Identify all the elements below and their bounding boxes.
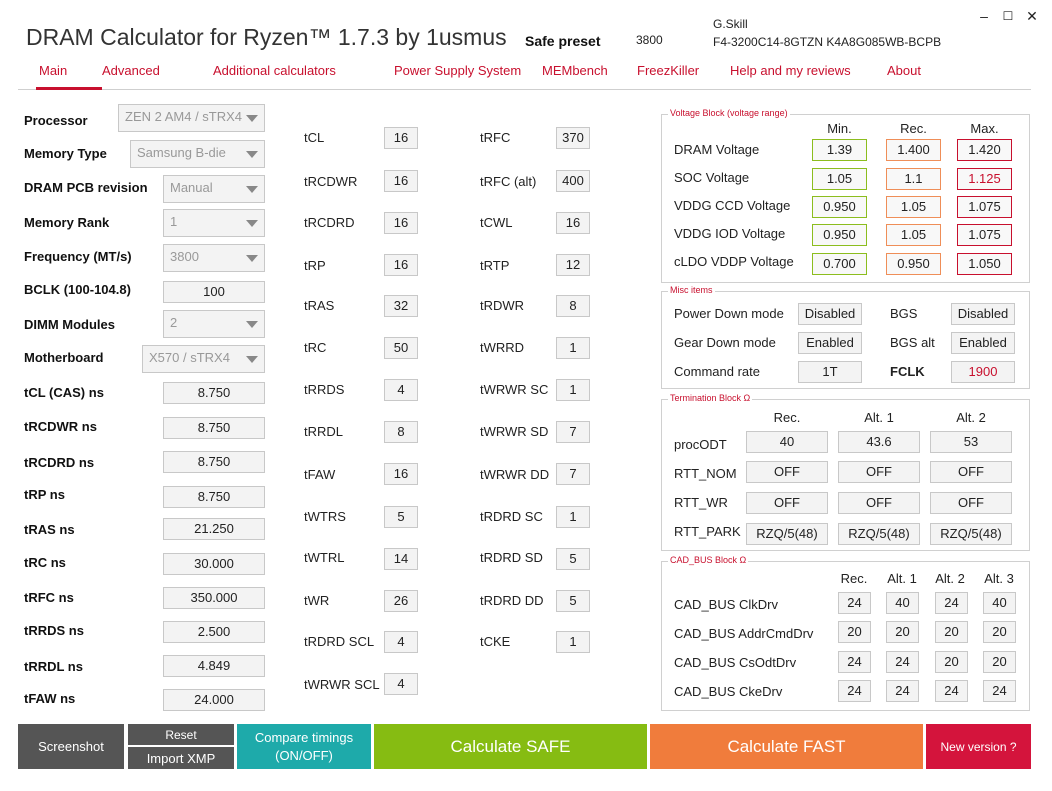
calculate-safe-button[interactable]: Calculate SAFE (374, 724, 647, 769)
cad-addrcmddrv-alt1: 20 (886, 621, 919, 643)
timing-label: tWR (304, 593, 330, 608)
rtt-nom-rec: OFF (746, 461, 828, 483)
timing-value: 16 (384, 463, 418, 485)
timing-value: 16 (384, 170, 418, 192)
timing-value: 16 (556, 212, 590, 234)
timing-value: 4 (384, 631, 418, 653)
tab-about[interactable]: About (887, 63, 921, 78)
dram-voltage-max: 1.420 (957, 139, 1012, 161)
ns-value: 8.750 (163, 451, 265, 473)
timing-label: tRFC (480, 130, 511, 145)
termination-block-title: Termination Block Ω (670, 393, 751, 403)
cad-ckedrv-rec: 24 (838, 680, 871, 702)
rtt-nom-alt2: OFF (930, 461, 1012, 483)
cldo-vddp-voltage-label: cLDO VDDP Voltage (674, 254, 794, 269)
ns-label: tRP ns (24, 487, 65, 502)
memory-rank-select[interactable] (163, 209, 265, 237)
cad-alt2-header: Alt. 2 (935, 571, 965, 586)
vddg-ccd-voltage-max: 1.075 (957, 196, 1012, 218)
timing-label: tRP (304, 258, 326, 273)
timing-label: tCL (304, 130, 325, 145)
ns-label: tRCDRD ns (24, 455, 95, 470)
compare-timings-button[interactable] (237, 724, 371, 769)
bgs-alt-label: BGS alt (890, 335, 935, 350)
soc-voltage-label: SOC Voltage (674, 170, 750, 185)
timing-value: 1 (556, 379, 590, 401)
chevron-down-icon (246, 321, 258, 328)
module-brand: G.Skill (713, 17, 748, 31)
ns-label: tRC ns (24, 555, 66, 570)
rtt-wr-alt1: OFF (838, 492, 920, 514)
vddg-ccd-voltage-rec: 1.05 (886, 196, 941, 218)
timing-value: 4 (384, 673, 418, 695)
chevron-down-icon (246, 255, 258, 262)
timing-value: 50 (384, 337, 418, 359)
chevron-down-icon (246, 151, 258, 158)
voltage-block-title: Voltage Block (voltage range) (670, 108, 788, 118)
timing-value: 12 (556, 254, 590, 276)
dimm-modules-value: 2 (170, 315, 178, 330)
voltage-block (661, 108, 1030, 283)
module-part-number: F4-3200C14-8GTZN K4A8G085WB-BCPB (713, 35, 942, 49)
frequency-value: 3800 (170, 249, 199, 264)
frequency-label: Frequency (MT/s) (24, 249, 132, 264)
tab-main[interactable]: Main (39, 63, 68, 78)
dram-voltage-label: DRAM Voltage (674, 142, 760, 157)
compare-timings-line2: (ON/OFF) (275, 747, 333, 763)
timing-label: tWTRL (304, 550, 345, 565)
procodt-rec: 40 (746, 431, 828, 453)
ns-label: tRRDS ns (24, 623, 84, 638)
timing-label: tCWL (480, 215, 513, 230)
gear-down-label: Gear Down mode (674, 335, 776, 350)
cad-csodtdrv-label: CAD_BUS CsOdtDrv (674, 655, 797, 670)
tab-membench[interactable]: MEMbench (542, 63, 608, 78)
close-icon[interactable]: ✕ (1026, 8, 1038, 24)
bgs-alt-toggle[interactable]: Enabled (951, 332, 1015, 354)
timing-value: 4 (384, 379, 418, 401)
preset-value: 3800 (636, 33, 663, 47)
max-header: Max. (970, 121, 999, 136)
cad-addrcmddrv-label: CAD_BUS AddrCmdDrv (674, 626, 814, 641)
soc-voltage-rec: 1.1 (886, 168, 941, 190)
cadbus-block-title: CAD_BUS Block Ω (670, 555, 747, 565)
timing-value: 16 (384, 127, 418, 149)
new-version-button[interactable]: New version ? (926, 724, 1031, 769)
ns-label: tRFC ns (24, 590, 74, 605)
vddg-iod-voltage-label: VDDG IOD Voltage (674, 226, 786, 241)
rtt-wr-alt2: OFF (930, 492, 1012, 514)
cad-csodtdrv-alt2: 20 (935, 651, 968, 673)
pcb-revision-select[interactable] (163, 175, 265, 203)
timing-label: tFAW (304, 467, 336, 482)
timing-value: 5 (556, 590, 590, 612)
cad-clkdrv-alt3: 40 (983, 592, 1016, 614)
soc-voltage-max: 1.125 (957, 168, 1012, 190)
cad-clkdrv-alt2: 24 (935, 592, 968, 614)
motherboard-label: Motherboard (24, 350, 104, 365)
rtt-wr-rec: OFF (746, 492, 828, 514)
pcb-revision-label: DRAM PCB revision (24, 180, 148, 195)
timing-value: 16 (384, 254, 418, 276)
processor-label: Processor (24, 113, 88, 128)
calculate-fast-button[interactable]: Calculate FAST (650, 724, 923, 769)
timing-label: tRCDRD (304, 215, 355, 230)
tab-freezkiller[interactable]: FreezKiller (637, 63, 700, 78)
misc-block (661, 285, 1030, 389)
vddg-iod-voltage-max: 1.075 (957, 224, 1012, 246)
ns-label: tRRDL ns (24, 659, 83, 674)
maximize-icon[interactable]: ☐ (1002, 9, 1014, 23)
processor-select[interactable] (118, 104, 265, 132)
timing-label: tRAS (304, 298, 335, 313)
cad-ckedrv-alt1: 24 (886, 680, 919, 702)
term-alt1-header: Alt. 1 (864, 410, 894, 425)
cad-rec-header: Rec. (840, 571, 868, 586)
ns-value: 350.000 (163, 587, 265, 609)
timing-label: tWRWR SC (480, 382, 549, 397)
bgs-label: BGS (890, 306, 918, 321)
timing-value: 32 (384, 295, 418, 317)
dram-voltage-min: 1.39 (812, 139, 867, 161)
timing-label: tRDRD SCL (304, 634, 375, 649)
fclk-value: 1900 (951, 361, 1015, 383)
cad-ckedrv-label: CAD_BUS CkeDrv (674, 684, 783, 699)
timing-label: tWRWR DD (480, 467, 550, 482)
vddg-iod-voltage-rec: 1.05 (886, 224, 941, 246)
timing-value: 1 (556, 631, 590, 653)
cad-csodtdrv-alt3: 20 (983, 651, 1016, 673)
timing-label: tRFC (alt) (480, 174, 537, 189)
min-header: Min. (827, 121, 852, 136)
timing-value: 1 (556, 337, 590, 359)
reset-button[interactable]: Reset (128, 724, 234, 745)
rtt-park-rec: RZQ/5(48) (746, 523, 828, 545)
command-rate-value: 1T (798, 361, 862, 383)
chevron-down-icon (246, 356, 258, 363)
rtt-park-alt2: RZQ/5(48) (930, 523, 1012, 545)
gear-down-toggle[interactable]: Enabled (798, 332, 862, 354)
term-alt2-header: Alt. 2 (956, 410, 986, 425)
tab-advanced[interactable]: Advanced (102, 63, 160, 78)
app-title: DRAM Calculator for Ryzen™ 1.7.3 by 1usmus (26, 24, 507, 50)
cad-addrcmddrv-rec: 20 (838, 621, 871, 643)
timing-value: 7 (556, 421, 590, 443)
timing-value: 8 (556, 295, 590, 317)
vddg-ccd-voltage-label: VDDG CCD Voltage (674, 198, 791, 213)
procodt-alt2: 53 (930, 431, 1012, 453)
preset-label: Safe preset (525, 33, 601, 49)
motherboard-select[interactable] (142, 345, 265, 373)
timing-value: 5 (556, 548, 590, 570)
bclk-input[interactable]: 100 (163, 281, 265, 303)
cadbus-block (661, 555, 1030, 711)
timing-label: tRDRD SC (480, 509, 543, 524)
procodt-alt1: 43.6 (838, 431, 920, 453)
cad-clkdrv-rec: 24 (838, 592, 871, 614)
tab-power-supply-system[interactable]: Power Supply System (394, 63, 522, 78)
cad-clkdrv-label: CAD_BUS ClkDrv (674, 597, 779, 612)
cad-csodtdrv-alt1: 24 (886, 651, 919, 673)
ns-value: 4.849 (163, 655, 265, 677)
cad-csodtdrv-rec: 24 (838, 651, 871, 673)
timing-value: 26 (384, 590, 418, 612)
cad-alt1-header: Alt. 1 (887, 571, 917, 586)
minimize-icon[interactable]: – (980, 8, 988, 24)
timing-value: 7 (556, 463, 590, 485)
timing-value: 5 (384, 506, 418, 528)
timing-label: tWTRS (304, 509, 346, 524)
timing-label: tRDRD SD (480, 550, 543, 565)
timing-label: tRDWR (480, 298, 525, 313)
procodt-label: procODT (674, 437, 727, 452)
dimm-modules-label: DIMM Modules (24, 317, 115, 332)
pcb-revision-value: Manual (170, 180, 213, 195)
cad-addrcmddrv-alt3: 20 (983, 621, 1016, 643)
dimm-modules-select[interactable] (163, 310, 265, 338)
fclk-label: FCLK (890, 364, 925, 379)
tab-bar (18, 58, 1031, 90)
timing-label: tWRWR SD (480, 424, 549, 439)
rtt-wr-label: RTT_WR (674, 495, 728, 510)
ns-value: 21.250 (163, 518, 265, 540)
timing-value: 370 (556, 127, 590, 149)
timing-label: tRRDL (304, 424, 344, 439)
cad-ckedrv-alt2: 24 (935, 680, 968, 702)
timing-value: 8 (384, 421, 418, 443)
ns-label: tRCDWR ns (24, 419, 97, 434)
cad-ckedrv-alt3: 24 (983, 680, 1016, 702)
timing-label: tRTP (480, 258, 510, 273)
timing-label: tWRRD (480, 340, 525, 355)
timing-value: 400 (556, 170, 590, 192)
timing-label: tRC (304, 340, 327, 355)
timing-label: tRDRD DD (480, 593, 544, 608)
frequency-select[interactable] (163, 244, 265, 272)
timing-value: 14 (384, 548, 418, 570)
misc-block-title: Misc items (670, 285, 713, 295)
memory-rank-label: Memory Rank (24, 215, 110, 230)
cad-clkdrv-alt1: 40 (886, 592, 919, 614)
ns-value: 8.750 (163, 486, 265, 508)
screenshot-button[interactable]: Screenshot (18, 724, 124, 769)
memory-type-select[interactable] (130, 140, 265, 168)
memory-type-value: Samsung B-die (137, 145, 226, 160)
rtt-park-alt1: RZQ/5(48) (838, 523, 920, 545)
vddg-iod-voltage-min: 0.950 (812, 224, 867, 246)
rtt-nom-alt1: OFF (838, 461, 920, 483)
timing-value: 16 (384, 212, 418, 234)
cldo-vddp-voltage-max: 1.050 (957, 253, 1012, 275)
ns-value: 30.000 (163, 553, 265, 575)
memory-type-label: Memory Type (24, 146, 107, 161)
import-xmp-button[interactable]: Import XMP (128, 747, 234, 769)
ns-value: 24.000 (163, 689, 265, 711)
compare-timings-line1: Compare timings (254, 729, 354, 745)
termination-block (661, 393, 1030, 551)
cldo-vddp-voltage-min: 0.700 (812, 253, 867, 275)
chevron-down-icon (246, 220, 258, 227)
ns-label: tRAS ns (24, 522, 75, 537)
ns-label: tCL (CAS) ns (24, 385, 104, 400)
ns-label: tFAW ns (24, 691, 76, 706)
ns-value: 8.750 (163, 417, 265, 439)
motherboard-value: X570 / sTRX4 (149, 350, 230, 365)
ns-value: 2.500 (163, 621, 265, 643)
timing-label: tWRWR SCL (304, 677, 380, 692)
command-rate-label: Command rate (674, 364, 760, 379)
timing-label: tRRDS (304, 382, 345, 397)
chevron-down-icon (246, 186, 258, 193)
power-down-toggle[interactable]: Disabled (798, 303, 862, 325)
memory-rank-value: 1 (170, 214, 178, 229)
tab-additional-calculators[interactable]: Additional calculators (213, 63, 336, 78)
term-rec-header: Rec. (773, 410, 801, 425)
ns-value: 8.750 (163, 382, 265, 404)
cldo-vddp-voltage-rec: 0.950 (886, 253, 941, 275)
timing-label: tCKE (480, 634, 511, 649)
active-tab-indicator (36, 87, 102, 90)
rtt-nom-label: RTT_NOM (674, 466, 737, 481)
soc-voltage-min: 1.05 (812, 168, 867, 190)
tab-help-and-reviews[interactable]: Help and my reviews (730, 63, 851, 78)
timing-value: 1 (556, 506, 590, 528)
rec-header: Rec. (900, 121, 927, 136)
cad-addrcmddrv-alt2: 20 (935, 621, 968, 643)
bclk-label: BCLK (100-104.8) (24, 282, 131, 297)
chevron-down-icon (246, 115, 258, 122)
vddg-ccd-voltage-min: 0.950 (812, 196, 867, 218)
bgs-toggle[interactable]: Disabled (951, 303, 1015, 325)
timing-label: tRCDWR (304, 174, 358, 189)
dram-voltage-rec: 1.400 (886, 139, 941, 161)
cad-alt3-header: Alt. 3 (984, 571, 1014, 586)
power-down-label: Power Down mode (674, 306, 784, 321)
rtt-park-label: RTT_PARK (674, 524, 741, 539)
processor-value: ZEN 2 AM4 / sTRX4 (125, 109, 243, 124)
